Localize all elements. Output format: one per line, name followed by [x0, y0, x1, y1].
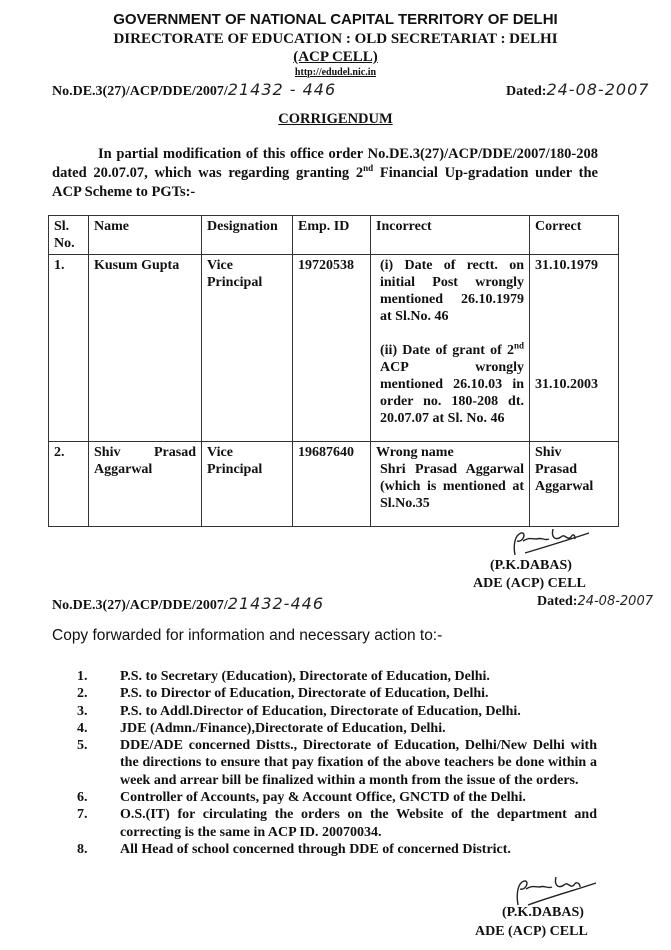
item-text: All Head of school concerned through DDE of concerned District. [120, 841, 511, 857]
cell-incorrect [371, 255, 530, 442]
incorrect-item-2-sup: nd [513, 340, 524, 351]
document-title: CORRIGENDUM [278, 111, 393, 127]
incorrect-item-2-rest: ACP wrongly mentioned 26.10.03 in order no. 180-208 dt. 20.07.07 at Sl. No. 46 [380, 360, 524, 426]
cell-designation: Vice Principal [202, 442, 293, 527]
reference-2-prefix: No.DE.3(27)/ACP/DDE/2007/ [52, 598, 228, 613]
intro-text: In partial modification of this office order No.DE.3(27)/ACP/DDE/2007/180-208 dated 20.07.07, which was regarding granting 2 [52, 146, 598, 181]
item-text: O.S.(IT) for circulating the orders on the Website of the department and correcting is the same in ACP ID. 20070034. [120, 807, 597, 840]
correct-item-1: Shiv Prasad Aggarwal [535, 445, 594, 494]
item-number: 5. [77, 738, 88, 754]
signature-1-designation: ADE (ACP) CELL [473, 576, 586, 591]
col-designation: Designation [202, 216, 293, 255]
cell-emp-id: 19720538 [293, 255, 371, 442]
cell-correct [530, 255, 619, 442]
cell-incorrect [371, 442, 530, 527]
correct-item-2: 31.10.2003 [535, 377, 598, 392]
item-text: Controller of Accounts, pay & Account Office, GNCTD of the Delhi. [120, 790, 526, 806]
incorrect-item-1: Wrong name [376, 445, 454, 460]
header-url[interactable]: http://edudel.nic.in [294, 67, 377, 78]
recipient-list [77, 668, 597, 858]
dated-2-label: Dated: [537, 594, 578, 609]
reference-2-handwritten: 21432-446 [227, 594, 324, 613]
col-incorrect: Incorrect [371, 216, 530, 255]
item-text: P.S. to Director of Education, Directorate of Education, Delhi. [120, 686, 489, 702]
item-text: P.S. to Addl.Director of Education, Directorate of Education, Delhi. [120, 703, 521, 719]
corrigendum-table [48, 215, 619, 527]
signature-1-name: (P.K.DABAS) [490, 558, 572, 573]
incorrect-item-2 [380, 342, 524, 427]
col-correct: Correct [530, 216, 619, 255]
item-text: P.S. to Secretary (Education), Directorate of Education, Delhi. [120, 669, 490, 684]
item-number: 8. [77, 841, 88, 857]
header-government: GOVERNMENT OF NATIONAL CAPITAL TERRITORY OF DELHI [113, 11, 558, 28]
header-directorate: DIRECTORATE OF EDUCATION : OLD SECRETARIAT : DELHI [113, 31, 558, 47]
item-text: JDE (Admn./Finance),Directorate of Education, Delhi. [120, 720, 446, 736]
list-item [77, 668, 597, 685]
intro-sup: nd [363, 163, 374, 174]
list-item [77, 720, 597, 737]
reference-number-2 [52, 594, 324, 614]
item-text: DDE/ADE concerned Distts., Directorate of Education, Delhi/New Delhi with the directions to ensure that pay fixation of the above teachers be done within a week and arrear bill be finalized within a month from the issue of the orders. [120, 738, 597, 788]
dated-handwritten: 24-08-2007 [546, 80, 650, 99]
reference-prefix: No.DE.3(27)/ACP/DDE/2007/ [52, 84, 228, 99]
cell-sl: 2. [49, 442, 89, 527]
intro-text-end: Financial Up-gradation under the ACP Scheme to PGTs:- [52, 165, 598, 200]
list-item [77, 703, 597, 720]
dated [506, 80, 649, 100]
incorrect-item-2-text: (ii) Date of grant of 2 [380, 343, 514, 358]
list-item [77, 789, 597, 806]
incorrect-item-2: Shri Prasad Aggarwal (which is mentioned at Sl.No.35 [380, 462, 524, 511]
dated-2 [537, 594, 653, 610]
table-row [49, 255, 619, 442]
reference-number [52, 80, 336, 100]
item-number: 7. [77, 807, 88, 823]
cell-name: Shiv Prasad Aggarwal [89, 442, 202, 527]
list-item [77, 737, 597, 789]
table-row [49, 442, 619, 527]
list-item [77, 806, 597, 841]
list-item [77, 685, 597, 702]
header-cell: (ACP CELL) [293, 49, 378, 65]
dated-label: Dated: [506, 84, 547, 99]
item-number: 2. [77, 686, 88, 702]
signature-2-designation: ADE (ACP) CELL [475, 924, 588, 939]
table-header-row [49, 216, 619, 255]
signature-2-name: (P.K.DABAS) [502, 905, 584, 920]
signature-1-icon [505, 527, 595, 559]
correct-item-1: 31.10.1979 [535, 258, 598, 273]
cell-name: Kusum Gupta [89, 255, 202, 442]
col-emp-id: Emp. ID [293, 216, 371, 255]
cell-emp-id: 19687640 [293, 442, 371, 527]
cell-correct [530, 442, 619, 527]
item-number: 4. [77, 720, 88, 736]
reference-handwritten: 21432 - 446 [227, 80, 337, 99]
intro-paragraph [52, 145, 598, 202]
cell-designation: Vice Principal [202, 255, 293, 442]
col-sl: Sl. No. [49, 216, 89, 255]
incorrect-item-1: (i) Date of rectt. on initial Post wrongly mentioned 26.10.1979 at Sl.No. 46 [380, 258, 524, 324]
cell-sl: 1. [49, 255, 89, 442]
item-number: 1. [77, 669, 88, 684]
dated-2-handwritten: 24-08-2007 [577, 594, 653, 609]
list-item [77, 841, 597, 858]
item-number: 3. [77, 703, 88, 719]
copy-forwarded: Copy forwarded for information and necessary action to:- [52, 627, 443, 644]
col-name: Name [89, 216, 202, 255]
item-number: 6. [77, 790, 88, 806]
